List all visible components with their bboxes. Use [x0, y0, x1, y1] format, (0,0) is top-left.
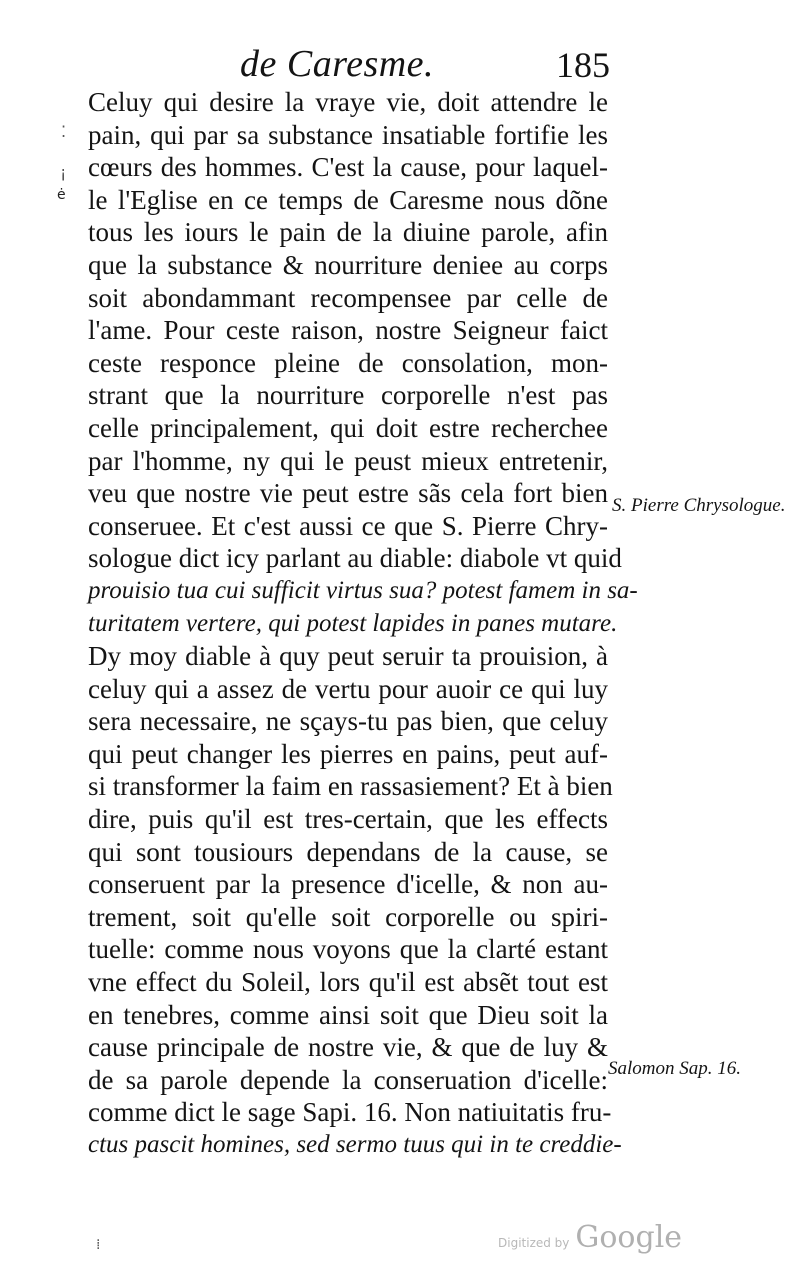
text-line: pain, qui par sa substance insatiable fortifie les [88, 119, 608, 150]
running-title: de Caresme. [240, 43, 435, 85]
latin-quote-line: ctus pascit homines, sed sermo tuus qui in te creddie- [88, 1131, 622, 1158]
running-header [240, 42, 610, 92]
latin-quote-line: turitatem vertere, qui potest lapides in panes mutare. [88, 609, 618, 637]
text-line: en tenebres, comme ainsi soit que Dieu soit la [88, 999, 608, 1030]
text-line: veu que nostre vie peut estre sãs cela fort bien [88, 478, 608, 509]
text-line: sologue dict icy parlant au diable: diabole vt quid [88, 543, 622, 574]
text-line: sera necessaire, ne sçays-tu pas bien, que celuy [88, 706, 608, 737]
margin-mark: ¡ [60, 163, 67, 182]
text-line: cœurs des hommes. C'est la cause, pour laquel- [88, 152, 608, 183]
margin-mark: ė [57, 187, 66, 203]
text-line: l'ame. Pour ceste raison, nostre Seigneur faict [88, 315, 608, 346]
margin-note-line: Chrysologue. [683, 495, 786, 516]
text-line: qui sont tousiours dependans de la cause, se [88, 836, 608, 867]
text-line: celuy qui a assez de vertu pour auoir ce qui luy [88, 673, 608, 704]
page-number: 185 [556, 45, 610, 85]
text-line: strant que la nourriture corporelle n'est pas [88, 380, 608, 411]
text-line: si transformer la faim en rassasiement? Et à bien [88, 771, 613, 802]
text-line: cause principale de nostre vie, & que de luy & [88, 1032, 608, 1063]
text-line: de sa parole depende la conseruation d'icelle: [88, 1064, 608, 1095]
margin-note-line: Sap. 16. [679, 1058, 741, 1079]
text-line: vne effect du Soleil, lors qu'il est absẽt tout est [88, 967, 608, 998]
google-logo: Google [575, 1220, 683, 1255]
margin-note-salomon [608, 1057, 741, 1081]
margin-mark: ⁞ [96, 1237, 101, 1253]
text-line: tuelle: comme nous voyons que la clarté estant [88, 934, 608, 965]
text-line: conseruent par la presence d'icelle, & non au- [88, 869, 608, 900]
text-line: trement, soit qu'elle soit corporelle ou spiri- [88, 901, 608, 932]
text-line: par l'homme, ny qui le peust mieux entretenir, [88, 445, 608, 476]
text-line: comme dict le sage Sapi. 16. Non natiuitatis fru- [88, 1097, 612, 1128]
latin-quote-line: prouisio tua cui sufficit virtus sua? potest famem in sa- [88, 576, 638, 604]
margin-note-chrysologue [612, 494, 785, 518]
text-line: que la substance & nourriture deniee au corps [88, 249, 608, 280]
text-line: qui peut changer les pierres en pains, peut auf- [88, 738, 608, 769]
margin-note-line: S. Pierre [612, 495, 679, 516]
text-line: le l'Eglise en ce temps de Caresme nous dõne [88, 184, 608, 215]
body-text [88, 86, 638, 1162]
text-line: celle principalement, qui doit estre recherchee [88, 412, 608, 443]
digitization-watermark [498, 1220, 682, 1255]
text-line: conseruee. Et c'est aussi ce que S. Pierre Chry- [88, 510, 608, 541]
margin-note-line: Salomon [608, 1058, 675, 1079]
text-line: Dy moy diable à quy peut seruir ta prouision, à [88, 641, 608, 672]
margin-mark: ⁚ [61, 122, 67, 141]
text-line: dire, puis qu'il est tres-certain, que les effects [88, 804, 608, 835]
watermark-prefix: Digitized by [498, 1236, 570, 1250]
text-line: tous les iours le pain de la diuine parole, afin [88, 217, 608, 248]
text-line: ceste responce pleine de consolation, mon- [88, 347, 608, 378]
text-line: soit abondammant recompensee par celle de [88, 282, 608, 313]
text-line: Celuy qui desire la vraye vie, doit attendre le [88, 87, 608, 117]
